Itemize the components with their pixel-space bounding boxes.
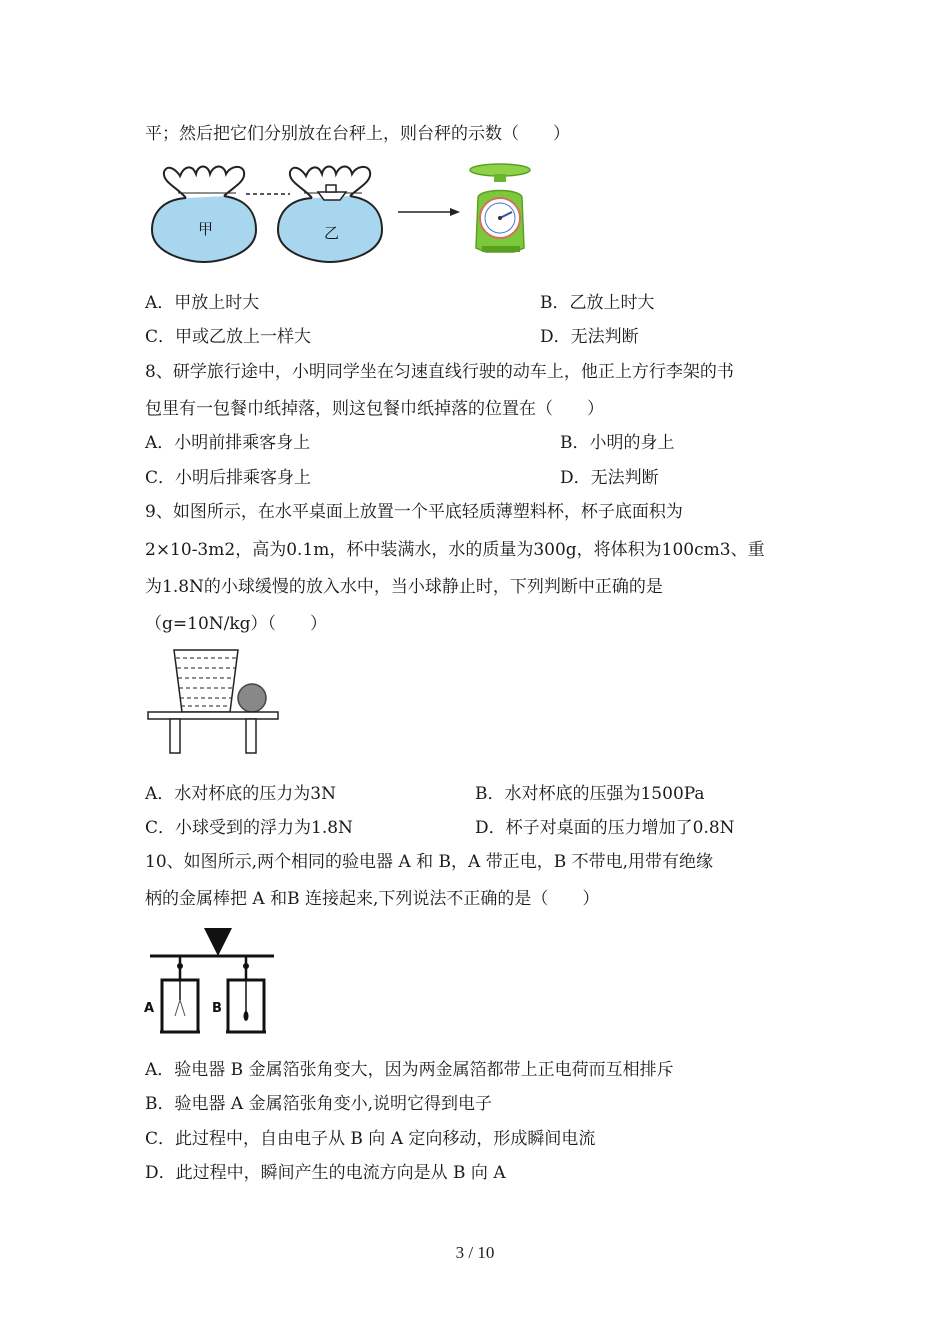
q10-option-b: B．验电器 A 金属箔张角变小,说明它得到电子 xyxy=(145,1094,492,1114)
q7-option-c: C．甲或乙放上一样大 xyxy=(145,327,312,347)
q10-stem-line-2: 柄的金属棒把 A 和B 连接起来,下列说法不正确的是（ ） xyxy=(145,889,600,909)
q7-option-b: B．乙放上时大 xyxy=(540,293,655,313)
q8-stem-line-1: 8、研学旅行途中，小明同学坐在匀速直线行驶的动车上，他正上方行李架的书 xyxy=(145,362,734,382)
q8-option-a: A．小明前排乘客身上 xyxy=(145,433,311,453)
arrow-right-icon xyxy=(398,208,460,216)
label-yi: 乙 xyxy=(324,224,340,242)
q7-option-a: A．甲放上时大 xyxy=(145,293,260,313)
q9-stem-line-2: 2×10-3m2，高为0.1m，杯中装满水，水的质量为300g，将体积为100cm3、重 xyxy=(145,540,765,560)
q10-figure xyxy=(140,924,280,1044)
q9-option-b: B．水对杯底的压强为1500Pa xyxy=(475,784,705,804)
label-b: B xyxy=(212,1001,222,1016)
q9-option-a: A．水对杯底的压力为3N xyxy=(145,784,336,804)
ball xyxy=(238,684,266,712)
q8-option-c: C．小明后排乘客身上 xyxy=(145,468,312,488)
label-a: A xyxy=(144,1001,155,1016)
q8-stem-line-2: 包里有一包餐巾纸掉落，则这包餐巾纸掉落的位置在（ ） xyxy=(145,399,604,419)
q8-option-d: D．无法判断 xyxy=(560,468,659,488)
q9-stem-line-1: 9、如图所示，在水平桌面上放置一个平底轻质薄塑料杯，杯子底面积为 xyxy=(145,502,683,522)
q9-option-d: D．杯子对桌面的压力增加了0.8N xyxy=(475,818,735,838)
electroscope-a xyxy=(144,956,200,1032)
electroscope-b xyxy=(212,956,266,1032)
q7-figure xyxy=(148,158,568,270)
boat-icon xyxy=(318,192,346,200)
q10-stem-line-1: 10、如图所示,两个相同的验电器 A 和 B，A 带正电，B 不带电,用带有绝缘 xyxy=(145,852,713,872)
cup xyxy=(174,650,238,712)
scale-icon xyxy=(470,164,530,252)
q7-option-d: D．无法判断 xyxy=(540,327,639,347)
label-jia: 甲 xyxy=(198,220,214,238)
table-top xyxy=(148,712,278,719)
q9-stem-line-4: （g=10N/kg）（ ） xyxy=(145,614,328,634)
q9-figure xyxy=(146,646,282,756)
q9-stem-line-3: 为1.8N的小球缓慢的放入水中，当小球静止时，下列判断中正确的是 xyxy=(145,577,663,597)
q8-option-b: B．小明的身上 xyxy=(560,433,675,453)
q10-option-c: C．此过程中，自由电子从 B 向 A 定向移动，形成瞬间电流 xyxy=(145,1129,596,1149)
bag-yi xyxy=(278,167,382,263)
q9-option-c: C．小球受到的浮力为1.8N xyxy=(145,818,353,838)
insulating-handle xyxy=(204,928,232,956)
page-number: 3 / 10 xyxy=(455,1243,495,1262)
q10-option-d: D．此过程中，瞬间产生的电流方向是从 B 向 A xyxy=(145,1163,506,1183)
q7-stem: 平；然后把它们分别放在台秤上，则台秤的示数（ ） xyxy=(145,124,570,144)
q10-option-a: A．验电器 B 金属箔张角变大，因为两金属箔都带上正电荷而互相排斥 xyxy=(145,1060,674,1080)
bag-jia xyxy=(152,167,256,263)
